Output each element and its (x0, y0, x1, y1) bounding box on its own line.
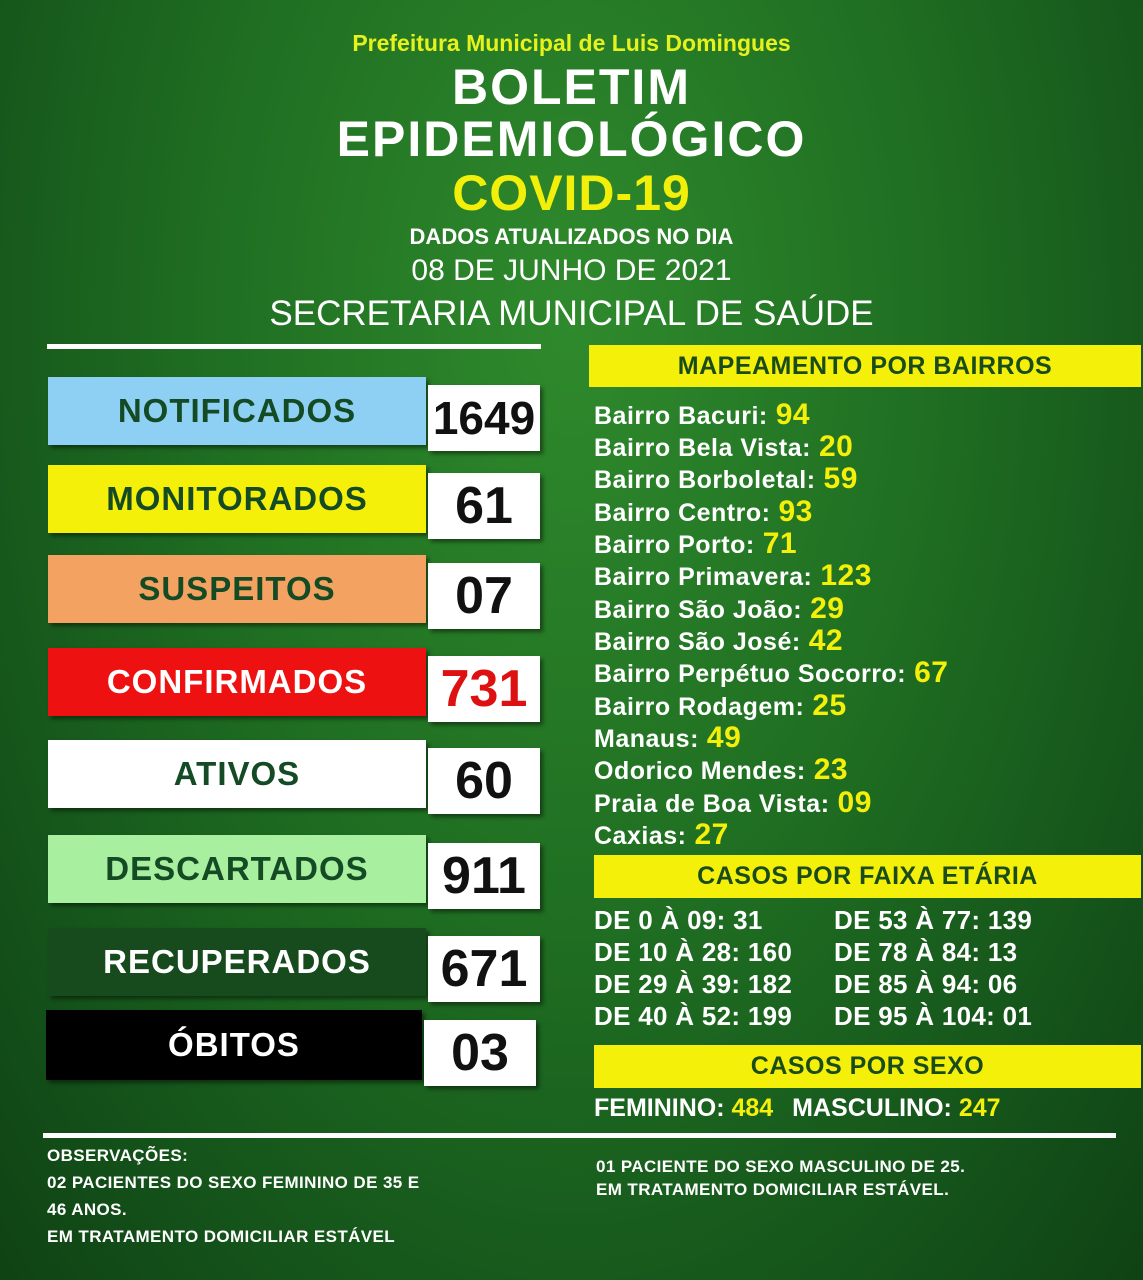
stat-value-ativos: 60 (428, 748, 540, 814)
prefeitura-title: Prefeitura Municipal de Luis Domingues (352, 30, 791, 56)
bulletin-title-line2: EPIDEMIOLÓGICO (336, 111, 807, 167)
bairro-value: 20 (818, 430, 854, 463)
stat-label-notificados: NOTIFICADOS (48, 377, 426, 445)
bairro-item (594, 559, 872, 593)
bairro-value: 23 (813, 753, 849, 786)
covid-subtitle: COVID-19 (452, 165, 691, 221)
stat-value-descartados: 911 (428, 843, 540, 909)
bairro-name: Bairro São João: (594, 596, 803, 624)
observacoes-left-line: 46 ANOS. (47, 1200, 128, 1219)
bairro-value: 42 (808, 624, 844, 657)
bairro-name: Odorico Mendes: (594, 757, 806, 785)
stat-label-obitos: ÓBITOS (46, 1010, 422, 1080)
bairro-name: Praia de Boa Vista: (594, 790, 830, 818)
bairro-item (594, 495, 813, 529)
stat-label-descartados: DESCARTADOS (48, 835, 426, 903)
bairros-title: MAPEAMENTO POR BAIRROS (589, 345, 1141, 387)
stat-value-monitorados: 61 (428, 473, 540, 539)
footer-divider (43, 1133, 1116, 1138)
bairro-item (594, 430, 853, 464)
observacoes-left-line: 02 PACIENTES DO SEXO FEMININO DE 35 E (47, 1173, 420, 1192)
bairro-name: Bairro Primavera: (594, 563, 813, 591)
bairro-value: 123 (820, 559, 872, 592)
masculino-label: MASCULINO: (792, 1094, 952, 1122)
bairro-item (594, 592, 844, 626)
bairro-name: Bairro Borboletal: (594, 466, 816, 494)
bulletin-title-line1: BOLETIM (452, 59, 691, 115)
bairro-item (594, 818, 729, 852)
bairro-item (594, 689, 847, 723)
observacoes-right-line: 01 PACIENTE DO SEXO MASCULINO DE 25. (596, 1157, 966, 1176)
bairro-name: Bairro Centro: (594, 499, 771, 527)
masculino-value: 247 (958, 1094, 1001, 1122)
bairro-item (594, 398, 810, 432)
bairro-item (594, 753, 848, 787)
bairro-name: Bairro Bacuri: (594, 402, 768, 430)
age-range-left: DE 40 À 52: 199 (594, 1001, 793, 1031)
bairro-item (594, 624, 843, 658)
bairro-value: 27 (694, 818, 729, 851)
bairro-value: 59 (823, 462, 858, 495)
stat-label-monitorados: MONITORADOS (48, 465, 426, 533)
bairro-item (594, 786, 872, 820)
stat-label-ativos: ATIVOS (48, 740, 426, 808)
bairro-value: 29 (810, 592, 845, 625)
age-range-right: DE 53 À 77: 139 (834, 905, 1033, 935)
bairro-item (594, 462, 858, 496)
bairro-item (594, 656, 948, 690)
sexo-title: CASOS POR SEXO (594, 1045, 1141, 1088)
bairro-value: 94 (775, 398, 811, 431)
feminino-label: FEMININO: (594, 1094, 725, 1122)
bairro-value: 25 (812, 689, 847, 722)
bairro-name: Bairro São José: (594, 628, 801, 656)
bairro-value: 09 (837, 786, 872, 819)
stat-label-recuperados: RECUPERADOS (48, 928, 426, 996)
age-range-left: DE 10 À 28: 160 (594, 937, 793, 967)
bairro-name: Bairro Rodagem: (594, 693, 805, 721)
bairro-item (594, 721, 741, 755)
stat-label-confirmados: CONFIRMADOS (48, 648, 426, 716)
age-range-right: DE 85 À 94: 06 (834, 969, 1018, 999)
age-range-left: DE 29 À 39: 182 (594, 969, 793, 999)
observacoes-right (596, 1155, 965, 1201)
bairro-value: 49 (706, 721, 742, 754)
faixa-etaria-title: CASOS POR FAIXA ETÁRIA (594, 855, 1141, 898)
stat-value-confirmados: 731 (428, 656, 540, 722)
bairro-value: 71 (762, 527, 798, 560)
stat-value-obitos: 03 (424, 1020, 536, 1086)
feminino-value: 484 (731, 1094, 774, 1122)
observacoes-left-line: EM TRATAMENTO DOMICILIAR ESTÁVEL (47, 1227, 396, 1246)
stat-label-suspeitos: SUSPEITOS (48, 555, 426, 623)
bairro-name: Manaus: (594, 725, 699, 753)
bairro-name: Bairro Porto: (594, 531, 755, 559)
secretaria-title: SECRETARIA MUNICIPAL DE SAÚDE (269, 294, 874, 333)
age-range-left: DE 0 À 09: 31 (594, 905, 763, 935)
bulletin-date: 08 DE JUNHO DE 2021 (411, 254, 732, 287)
bairro-name: Bairro Bela Vista: (594, 434, 811, 462)
stat-value-notificados: 1649 (428, 385, 540, 451)
sexo-counts (594, 1094, 1001, 1123)
updated-label: DADOS ATUALIZADOS NO DIA (409, 224, 734, 249)
stats-divider (47, 344, 541, 349)
stat-value-suspeitos: 07 (428, 563, 540, 629)
age-range-right: DE 78 À 84: 13 (834, 937, 1018, 967)
age-range-right: DE 95 À 104: 01 (834, 1001, 1033, 1031)
bairro-value: 93 (778, 495, 813, 528)
bairro-item (594, 527, 797, 561)
observacoes-right-line: EM TRATAMENTO DOMICILIAR ESTÁVEL. (596, 1180, 950, 1199)
bairro-value: 67 (914, 656, 949, 689)
observacoes-left (47, 1142, 527, 1250)
stat-value-recuperados: 671 (428, 936, 540, 1002)
bairro-name: Caxias: (594, 822, 687, 850)
observacoes-title: OBSERVAÇÕES: (47, 1146, 189, 1165)
bairro-name: Bairro Perpétuo Socorro: (594, 660, 907, 688)
